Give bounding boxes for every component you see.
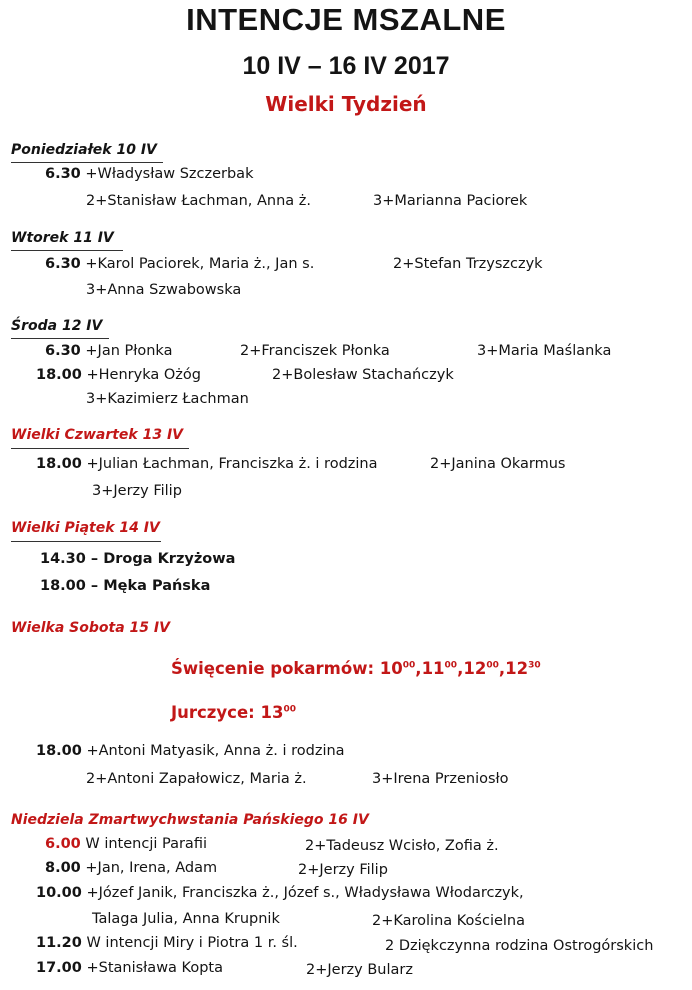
intention: +Józef Janik, Franciszka ż., Józef s., Władysława Włodarczyk, [86, 885, 524, 901]
intention: 3+Jerzy Filip [92, 483, 182, 499]
intention: 2+Stefan Trzyszczyk [393, 256, 543, 272]
mass-line [36, 743, 345, 759]
intention: W intencji Parafii [85, 836, 207, 852]
mass-time: 17.00 [36, 960, 82, 976]
day-underline [11, 541, 161, 542]
day-underline [11, 448, 189, 449]
day-heading-thursday: Wielki Czwartek 13 IV [11, 427, 183, 443]
jurczyce-time: $13^{00}$ [260, 703, 296, 722]
mass-line [36, 935, 298, 951]
intention: +Henryka Ożóg [86, 367, 201, 383]
mass-line [45, 166, 253, 182]
intention: +Jan Płonka [85, 343, 173, 359]
intention: 3+Irena Przeniosło [372, 771, 509, 787]
intention: 3+Kazimierz Łachman [86, 391, 249, 407]
mass-time: 18.00 [36, 367, 82, 383]
mass-line [36, 960, 223, 976]
intention: +Karol Paciorek, Maria ż., Jan s. [85, 256, 315, 272]
day-heading-saturday: Wielka Sobota 15 IV [11, 620, 170, 636]
mass-line [45, 256, 314, 272]
blessing-time-1: $10^{00}$, [379, 659, 422, 678]
intention: 2+Janina Okarmus [430, 456, 566, 472]
mass-time: 8.00 [45, 860, 81, 876]
food-blessing-label: Święcenie pokarmów: [171, 659, 380, 678]
mass-line [36, 456, 377, 472]
mass-time: 6.30 [45, 166, 81, 182]
day-underline [11, 250, 123, 251]
mass-time: 11.20 [36, 935, 82, 951]
day-heading-sunday: Niedziela Zmartwychwstania Pańskiego 16 IV [11, 812, 369, 828]
intention: +Władysław Szczerbak [85, 166, 254, 182]
day-heading-tuesday: Wtorek 11 IV [11, 230, 114, 246]
mass-line [45, 343, 172, 359]
mass-line [36, 885, 524, 901]
intention: 2+Bolesław Stachańczyk [272, 367, 454, 383]
intention: 2+Tadeusz Wcisło, Zofia ż. [305, 838, 499, 854]
jurczyce-label: Jurczyce: [171, 703, 261, 722]
week-subtitle: Wielki Tydzień [265, 92, 427, 116]
blessing-time-3: $12^{00}$, [463, 659, 506, 678]
intention: 2+Stanisław Łachman, Anna ż. [86, 193, 312, 209]
mass-time: 18.00 [36, 743, 82, 759]
intention: 2+Karolina Kościelna [372, 913, 526, 929]
date-range: 10 IV – 16 IV 2017 [242, 52, 450, 80]
intention: 3+Maria Maślanka [477, 343, 612, 359]
intention: 2+Jerzy Filip [298, 862, 388, 878]
intention: 2 Dziękczynna rodzina Ostrogórskich [385, 938, 654, 954]
day-heading-monday: Poniedziałek 10 IV [11, 142, 157, 158]
service-passion: 18.00 – Męka Pańska [40, 578, 211, 594]
intention: 2+Franciszek Płonka [240, 343, 390, 359]
day-underline [11, 338, 109, 339]
mass-line [45, 860, 217, 876]
mass-time: 10.00 [36, 885, 82, 901]
intention: +Stanisława Kopta [86, 960, 223, 976]
blessing-time-4: $12^{30}$ [505, 659, 541, 678]
intention: Talaga Julia, Anna Krupnik [92, 911, 280, 927]
intention: W intencji Miry i Piotra 1 r. śl. [86, 935, 298, 951]
food-blessing-line [171, 659, 541, 678]
day-heading-friday: Wielki Piątek 14 IV [11, 520, 160, 536]
day-heading-wednesday: Środa 12 IV [11, 318, 103, 334]
intention: +Jan, Irena, Adam [85, 860, 218, 876]
intention: +Julian Łachman, Franciszka ż. i rodzina [86, 456, 378, 472]
intention: 3+Anna Szwabowska [86, 282, 242, 298]
intention: +Antoni Matyasik, Anna ż. i rodzina [86, 743, 345, 759]
day-underline [11, 162, 163, 163]
jurczyce-line [171, 703, 296, 722]
mass-line [45, 836, 207, 852]
intention: 3+Marianna Paciorek [373, 193, 528, 209]
mass-time: 6.30 [45, 343, 81, 359]
blessing-time-2: $11^{00}$, [421, 659, 464, 678]
mass-time: 6.00 [45, 836, 81, 852]
mass-line [36, 367, 201, 383]
intention: 2+Antoni Zapałowicz, Maria ż. [86, 771, 307, 787]
mass-time: 18.00 [36, 456, 82, 472]
mass-time: 6.30 [45, 256, 81, 272]
intention: 2+Jerzy Bularz [306, 962, 413, 978]
page-title: INTENCJE MSZALNE [186, 2, 506, 37]
service-way-of-cross: 14.30 – Droga Krzyżowa [40, 551, 236, 567]
